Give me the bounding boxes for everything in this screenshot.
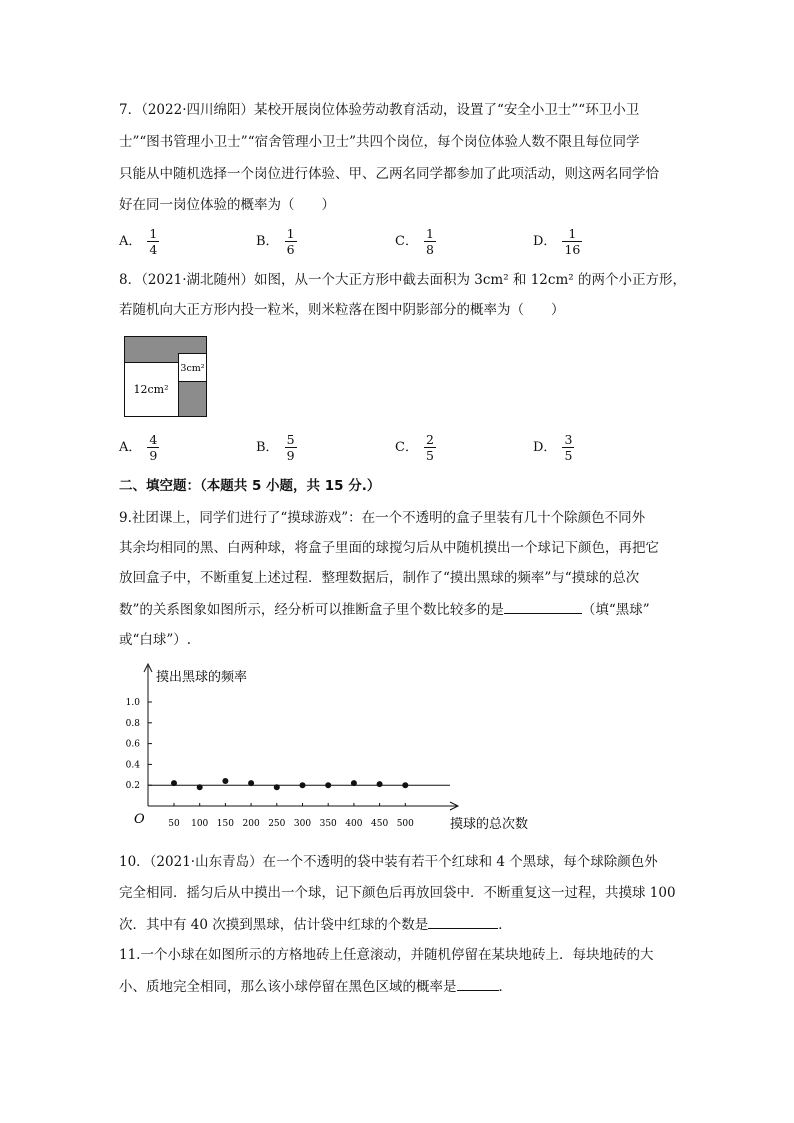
fraction: $\frac{1}{16}$ bbox=[564, 226, 581, 257]
q7-line-3: 只能从中随机选择一个岗位进行体验、甲、乙两名同学都参加了此项活动，则这两名同学恰 bbox=[119, 166, 659, 182]
q10-line-1: 10．（2021·山东青岛）在一个不透明的袋中装有若干个红球和 4 个黑球，每个球除颜色外 bbox=[119, 854, 658, 870]
origin-label: O bbox=[134, 812, 145, 827]
q11-line-1: 11.一个小球在如图所示的方格地砖上任意滚动，并随机停留在某块地砖上．每块地砖的大 bbox=[119, 947, 654, 963]
x-tick-label: 350 bbox=[319, 819, 337, 829]
data-point bbox=[351, 780, 357, 786]
label-3cm2: 3cm² bbox=[180, 363, 205, 374]
y-axis-label: 摸出黑球的频率 bbox=[156, 670, 248, 685]
x-tick-label: 300 bbox=[293, 819, 312, 829]
q8-option-b[interactable]: B． $\frac{5}{9}$ bbox=[256, 432, 295, 463]
q9-line-3: 放回盒子中，不断重复上述过程．整理数据后，制作了“摸出黑球的频率”与“摸球的总次 bbox=[119, 570, 640, 586]
x-tick-label: 200 bbox=[242, 819, 260, 829]
fraction: $\frac{1}{8}$ bbox=[425, 226, 434, 257]
q8-option-c[interactable]: C． $\frac{2}{5}$ bbox=[395, 432, 434, 463]
q9-line-1: 9.社团课上，同学们进行了“摸球游戏”：在一个不透明的盒子里装有几十个除颜色不同外 bbox=[119, 510, 646, 526]
data-point bbox=[274, 784, 280, 790]
y-tick-label: 1.0 bbox=[125, 698, 140, 708]
data-point bbox=[171, 780, 177, 786]
fraction: $\frac{5}{9}$ bbox=[286, 432, 295, 463]
frequency-chart bbox=[110, 660, 550, 838]
x-axis-label: 摸球的总次数 bbox=[450, 817, 529, 832]
fraction: $\frac{1}{4}$ bbox=[149, 226, 158, 257]
x-tick-label: 250 bbox=[268, 819, 286, 829]
x-tick-label: 100 bbox=[191, 819, 209, 829]
q10-line-2: 完全相同．摇匀后从中摸出一个球，记下颜色后再放回袋中．不断重复这一过程，共摸球 100 bbox=[119, 885, 676, 901]
fraction: $\frac{4}{9}$ bbox=[149, 432, 158, 463]
label-12cm2: 12cm² bbox=[133, 383, 169, 396]
data-point bbox=[325, 782, 331, 788]
x-tick-label: 400 bbox=[345, 819, 363, 829]
data-point bbox=[197, 784, 203, 790]
fraction: $\frac{1}{6}$ bbox=[286, 226, 295, 257]
x-tick-label: 450 bbox=[371, 819, 389, 829]
q9-line-5: 或“白球”）. bbox=[119, 632, 192, 648]
q8-square-figure bbox=[124, 336, 208, 418]
answer-blank[interactable] bbox=[504, 599, 582, 614]
q7-option-a[interactable]: A． $\frac{1}{4}$ bbox=[119, 226, 158, 257]
q7-option-b[interactable]: B． $\frac{1}{6}$ bbox=[256, 226, 295, 257]
data-point bbox=[300, 782, 306, 788]
q8-option-d[interactable]: D． $\frac{3}{5}$ bbox=[533, 432, 573, 463]
x-tick-label: 50 bbox=[168, 819, 180, 829]
q10-line-3: 次．其中有 40 次摸到黑球，估计袋中红球的个数是 ． bbox=[119, 914, 512, 935]
y-tick-label: 0.4 bbox=[125, 760, 140, 771]
q7-line-4: 好在同一岗位体验的概率为（ ） bbox=[119, 197, 335, 213]
q8-option-a[interactable]: A． $\frac{4}{9}$ bbox=[119, 432, 158, 463]
q7-line-2: 士”“图书管理小卫士”“宿舍管理小卫士”共四个岗位，每个岗位体验人数不限且每位同学 bbox=[119, 134, 640, 150]
answer-blank[interactable] bbox=[428, 914, 498, 929]
q7-option-d[interactable]: D． $\frac{1}{16}$ bbox=[533, 226, 581, 257]
data-point bbox=[377, 781, 383, 787]
data-point bbox=[402, 782, 408, 788]
q9-line-2: 其余均相同的黑、白两种球，将盒子里面的球搅匀后从中随机摸出一个球记下颜色，再把它 bbox=[119, 540, 659, 556]
section-heading: 二、填空题：（本题共 5 小题，共 15 分.） bbox=[119, 478, 381, 494]
data-point bbox=[248, 780, 254, 786]
answer-blank[interactable] bbox=[457, 976, 499, 991]
q9-line-4: 数”的关系图象如图所示，经分析可以推断盒子里个数比较多的是 （填“黑球” bbox=[119, 599, 650, 620]
q7-line-1: 7．（2022·四川绵阳）某校开展岗位体验劳动教育活动，设置了“安全小卫士”“环卫小卫 bbox=[119, 102, 640, 118]
y-tick-label: 0.2 bbox=[125, 781, 140, 792]
q8-line-1: 8．（2021·湖北随州）如图，从一个大正方形中截去面积为 3cm² 和 12cm² 的两个小正方形， bbox=[119, 272, 686, 288]
x-tick-label: 150 bbox=[216, 819, 234, 829]
fraction: $\frac{3}{5}$ bbox=[564, 432, 573, 463]
y-tick-label: 0.8 bbox=[125, 718, 140, 729]
q11-line-2: 小、质地完全相同，那么该小球停留在黑色区域的概率是 ． bbox=[119, 976, 512, 997]
y-tick-label: 0.6 bbox=[125, 739, 140, 750]
fraction: $\frac{2}{5}$ bbox=[425, 432, 434, 463]
data-point bbox=[222, 778, 228, 784]
x-tick-label: 500 bbox=[396, 819, 414, 829]
q8-line-2: 若随机向大正方形内投一粒米，则米粒落在图中阴影部分的概率为（ ） bbox=[119, 302, 565, 318]
q7-option-c[interactable]: C． $\frac{1}{8}$ bbox=[395, 226, 434, 257]
